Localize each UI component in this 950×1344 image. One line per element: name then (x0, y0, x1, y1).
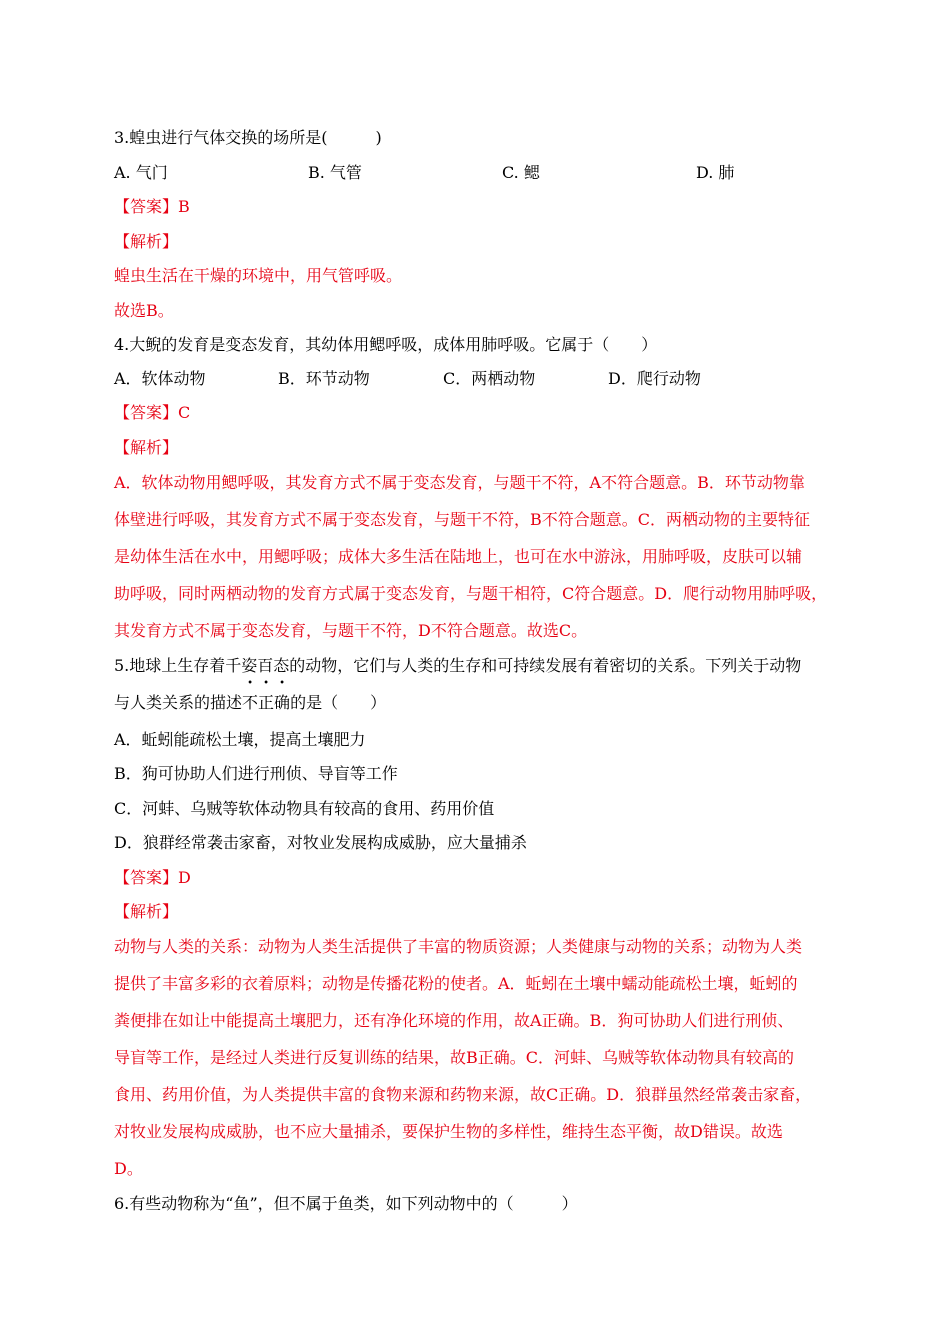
q5-stem-text: 与人类关系的描述 (114, 693, 243, 712)
q3-option-d: D. 肺 (696, 163, 735, 182)
q5-option-a: A．蚯蚓能疏松土壤，提高土壤肥力 (114, 730, 366, 749)
q5-analysis-line: D。 (114, 1159, 143, 1178)
q4-analysis-label: 【解析】 (114, 438, 179, 457)
q4-analysis-line: 其发育方式不属于变态发育，与题干不符，D不符合题意。故选C。 (114, 621, 588, 640)
q5-stem-line1: 5.地球上生存着千姿百态的动物，它们与人类的生存和可持续发展有着密切的关系。下列关于动物 (114, 656, 802, 675)
q3-option-c: C. 鳃 (502, 163, 540, 182)
q4-stem: 4.大鲵的发育是变态发育，其幼体用鳃呼吸，成体用肺呼吸。它属于（ ） (114, 335, 658, 354)
q5-analysis-line: 提供了丰富多彩的衣着原料；动物是传播花粉的使者。A．蚯蚓在土壤中蠕动能疏松土壤，蚯蚓的 (114, 974, 798, 993)
q4-option-b: B．环节动物 (278, 369, 370, 388)
q3-answer: 【答案】B (114, 197, 190, 216)
q5-analysis-line: 粪便排在如让中能提高土壤肥力，还有净化环境的作用，故A正确。B．狗可协助人们进行刑侦、 (114, 1011, 794, 1030)
q4-option-a: A．软体动物 (114, 369, 206, 388)
q3-option-b: B. 气管 (308, 163, 362, 182)
q5-stem-text: 的是（ ） (290, 693, 387, 712)
emphasis-dot-char: 不 (242, 693, 259, 712)
q3-stem: 3.蝗虫进行气体交换的场所是( ) (114, 128, 382, 147)
q3-analysis-line: 故选B。 (114, 301, 174, 320)
q4-answer: 【答案】C (114, 403, 191, 422)
q4-option-d: D．爬行动物 (608, 369, 701, 388)
q4-analysis-line: 体壁进行呼吸，其发育方式不属于变态发育，与题干不符，B不符合题意。C．两栖动物的主要特征 (114, 510, 811, 529)
q3-analysis-label: 【解析】 (114, 232, 179, 251)
q5-analysis-line: 动物与人类的关系：动物为人类生活提供了丰富的物质资源；人类健康与动物的关系；动物为人类 (114, 937, 803, 956)
q5-analysis-line: 食用、药用价值，为人类提供丰富的食物来源和药物来源，故C正确。D．狼群虽然经常袭击家畜， (114, 1085, 812, 1104)
q4-analysis-line: 助呼吸，同时两栖动物的发育方式属于变态发育，与题干相符，C符合题意。D．爬行动物用肺呼吸， (114, 584, 828, 603)
q3-option-a: A. 气门 (114, 163, 168, 182)
q4-option-c: C．两栖动物 (443, 369, 536, 388)
q5-analysis-label: 【解析】 (114, 902, 179, 921)
q5-option-c: C．河蚌、乌贼等软体动物具有较高的食用、药用价值 (114, 799, 495, 818)
q5-analysis-line: 导盲等工作，是经过人类进行反复训练的结果，故B正确。C．河蚌、乌贼等软体动物具有较高的 (114, 1048, 795, 1067)
emphasis-dot-char: 确 (274, 693, 291, 712)
q6-stem: 6.有些动物称为“鱼”，但不属于鱼类，如下列动物中的（ ） (114, 1194, 578, 1213)
q4-analysis-line: 是幼体生活在水中，用鳃呼吸；成体大多生活在陆地上，也可在水中游泳，用肺呼吸，皮肤可以辅 (114, 547, 803, 566)
q5-analysis-line: 对牧业发展构成威胁，也不应大量捕杀，要保护生物的多样性，维持生态平衡，故D错误。故选 (114, 1122, 783, 1141)
emphasis-dot-char: 正 (258, 693, 275, 712)
q4-analysis-line: A．软体动物用鳃呼吸，其发育方式不属于变态发育，与题干不符，A不符合题意。B．环节动物靠 (114, 473, 805, 492)
q5-option-b: B．狗可协助人们进行刑侦、导盲等工作 (114, 764, 398, 783)
q3-analysis-line: 蝗虫生活在干燥的环境中，用气管呼吸。 (114, 266, 403, 285)
q5-stem-line2 (114, 692, 386, 714)
q5-answer: 【答案】D (114, 868, 191, 887)
q5-option-d: D．狼群经常袭击家畜，对牧业发展构成威胁，应大量捕杀 (114, 833, 527, 852)
